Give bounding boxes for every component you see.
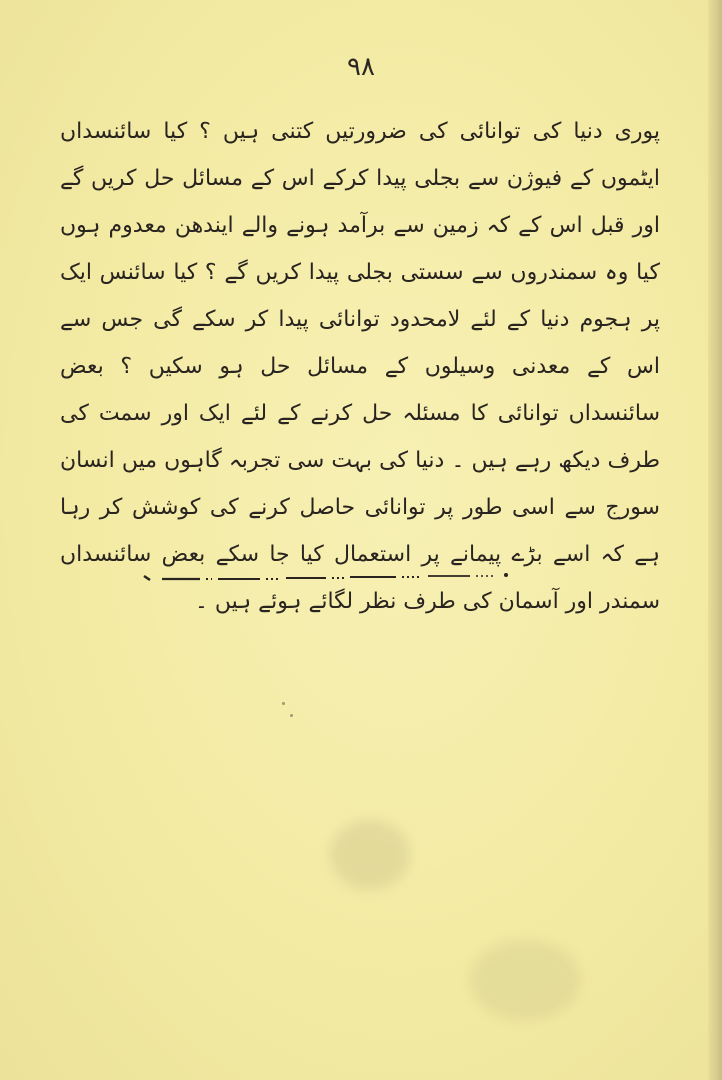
page-number: ۹۸ — [347, 52, 375, 82]
page-edge-shadow — [708, 0, 722, 1080]
paper-speck — [290, 714, 293, 717]
section-end-rule — [140, 568, 520, 588]
body-paragraph: پوری دنیا کی توانائی کی ضرورتیں کتنی ہیں ؟ کیا سائنسداں ایٹموں کے فیوژن سے بجلی پیدا کرکے اس کے مسائل حل کریں گے اور قبل اس کے کہ زمین سے برآمد ہونے والے ایندھن معدوم ہوں کیا وہ سمندروں سے سستی بجلی پیدا کریں گے ؟ کیا سائنس ایک پر ہجوم دنیا کے لئے لامحدود توانائی پیدا کر سکے گی جس سے اس کے معدنی وسیلوں کے مسائل حل ہو سکیں ؟ بعض سائنسداں توانائی کا مسئلہ حل کرنے کے لئے ایک اور سمت کی طرف دیکھ رہے ہیں ۔ دنیا کی بہت سی تجربہ گاہوں میں انسان سورج سے اسی طور پر توانائی حاصل کرنے کی کوشش کر رہا ہے کہ اسے بڑے پیمانے پر استعمال کیا جا سکے بعض سائنسداں سمندر اور آسمان کی طرف نظر لگائے ہوئے ہیں ۔ — [60, 119, 660, 614]
paper-stain — [330, 820, 410, 890]
paper-stain — [470, 940, 580, 1020]
paper-speck — [282, 702, 285, 705]
